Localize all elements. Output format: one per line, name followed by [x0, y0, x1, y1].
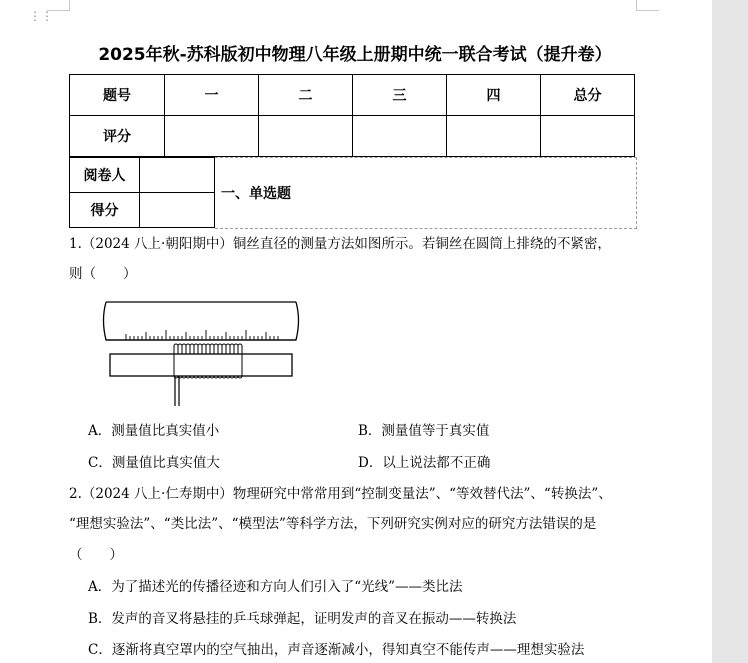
- score-cell[interactable]: [541, 116, 635, 157]
- header-cell: 一: [165, 75, 259, 116]
- question-2-option-b[interactable]: B．发声的音叉将悬挂的乒乓球弹起，证明发声的音叉在振动——转换法: [88, 611, 517, 627]
- header-cell: 二: [259, 75, 353, 116]
- question-2-option-a[interactable]: A．为了描述光的传播径迹和方向人们引入了“光线”——类比法: [88, 579, 463, 595]
- exam-title: 2025年秋-苏科版初中物理八年级上册期中统一联合考试（提升卷）: [98, 45, 612, 65]
- header-cell: 总分: [541, 75, 635, 116]
- table-row: [70, 158, 215, 193]
- grader-score-cell[interactable]: [140, 193, 215, 228]
- question-1-option-b[interactable]: B．测量值等于真实值: [358, 423, 490, 439]
- grader-table: [69, 157, 215, 228]
- reviewer-cell[interactable]: [140, 158, 215, 193]
- score-cell[interactable]: [165, 116, 259, 157]
- row-label-cell: 评分: [70, 116, 165, 157]
- question-1-option-a[interactable]: A．测量值比真实值小: [88, 423, 220, 439]
- question-1-option-d[interactable]: D．以上说法都不正确: [358, 455, 491, 471]
- page-corner-mark: [636, 0, 659, 11]
- table-row: [70, 75, 635, 116]
- copper-wire-measurement-figure: [100, 296, 300, 408]
- header-cell: 四: [447, 75, 541, 116]
- header-cell: 题号: [70, 75, 165, 116]
- window-scroll-gutter[interactable]: [712, 0, 748, 663]
- question-1-line-1: 1.（2024 八上·朝阳期中）铜丝直径的测量方法如图所示。若铜丝在圆筒上排绕的不紧密，: [69, 236, 611, 252]
- score-label: 得分: [70, 193, 140, 228]
- reviewer-label: 阅卷人: [70, 158, 140, 193]
- question-2-line-1: 2.（2024 八上·仁寿期中）物理研究中常常用到“控制变量法”、“等效替代法”、“转换法”、: [69, 486, 612, 502]
- question-2-option-c[interactable]: C．逐渐将真空罩内的空气抽出，声音逐渐减小，得知真空不能传声——理想实验法: [88, 642, 585, 658]
- question-2-line-2: “理想实验法”、“类比法”、“模型法”等科学方法，下列研究实例对应的研究方法错误的是: [69, 516, 597, 532]
- score-cell[interactable]: [353, 116, 447, 157]
- table-row: [70, 116, 635, 157]
- drag-handle-icon[interactable]: ⋮⋮: [29, 9, 53, 23]
- question-1-line-2: 则（ ）: [69, 266, 137, 282]
- section-title: 一、单选题: [221, 186, 291, 202]
- header-cell: 三: [353, 75, 447, 116]
- table-row: [70, 193, 215, 228]
- score-cell[interactable]: [447, 116, 541, 157]
- score-table: [69, 74, 635, 157]
- question-1-option-c[interactable]: C．测量值比真实值大: [88, 455, 220, 471]
- question-2-line-3: （ ）: [69, 547, 123, 563]
- score-cell[interactable]: [259, 116, 353, 157]
